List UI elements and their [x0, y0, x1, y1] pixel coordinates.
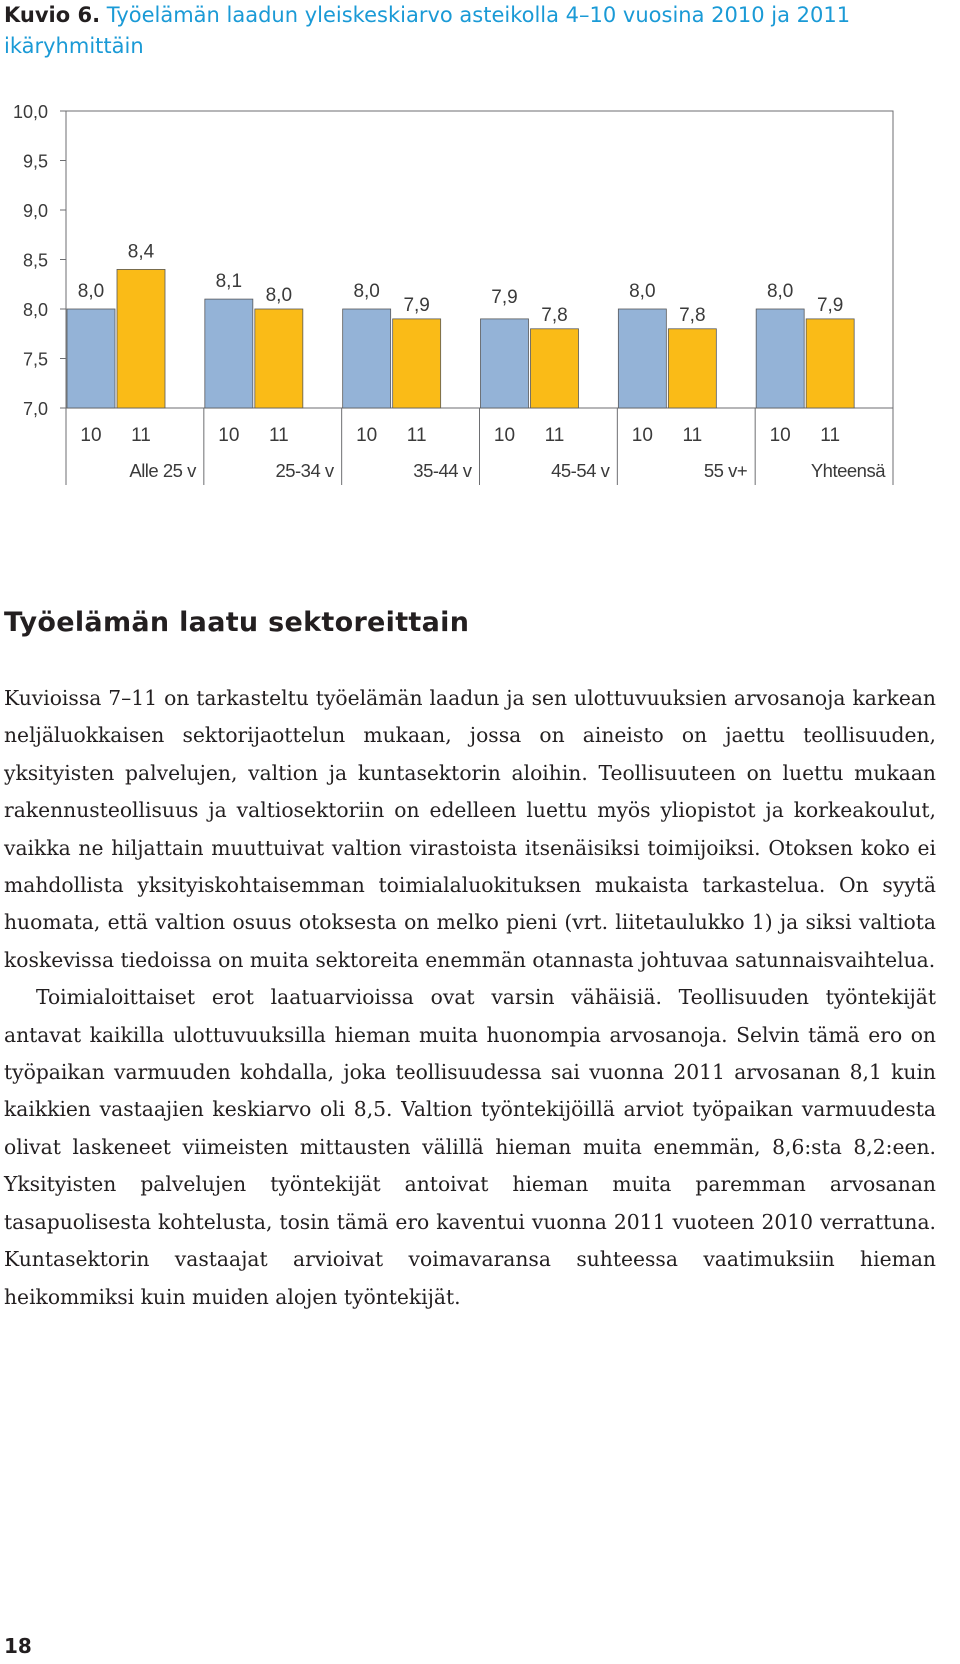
bar [255, 309, 303, 408]
data-label: 8,0 [353, 281, 380, 302]
data-label: 7,9 [491, 286, 518, 308]
page-number: 18 [4, 1634, 32, 1658]
year-label: 10 [356, 425, 378, 446]
figure-title: Työelämän laadun yleiskeskiarvo asteikolla 4–10 vuosina 2010 ja 2011 ikäryhmittäin [4, 3, 851, 58]
y-tick-label: 8,5 [22, 250, 48, 271]
category-label: 55 v+ [703, 460, 748, 481]
year-label: 10 [769, 425, 791, 446]
y-tick-label: 7,5 [22, 349, 48, 370]
data-label: 7,9 [816, 294, 844, 316]
figure-caption [4, 0, 944, 62]
body-text [4, 680, 936, 1316]
bar [531, 329, 579, 408]
year-label: 11 [131, 425, 151, 446]
bar [67, 309, 115, 408]
year-label: 11 [268, 425, 289, 446]
section-heading: Työelämän laatu sektoreittain [4, 607, 470, 638]
data-label: 7,9 [403, 294, 430, 316]
category-label: Alle 25 v [129, 460, 196, 481]
y-tick-label: 9,0 [22, 201, 48, 221]
bar [205, 299, 253, 408]
data-label: 8,0 [265, 285, 293, 306]
bar-chart [0, 100, 960, 500]
bar [806, 319, 854, 408]
bar [343, 309, 391, 408]
category-label: 25-34 v [275, 460, 334, 481]
bar [756, 309, 804, 408]
bar [618, 309, 666, 408]
data-label: 8,0 [766, 281, 794, 302]
data-label: 8,4 [127, 241, 155, 263]
year-label: 11 [820, 425, 841, 446]
bar [117, 269, 165, 408]
category-label: 35-44 v [413, 460, 472, 481]
bar [481, 319, 529, 408]
data-label: 8,0 [629, 281, 656, 302]
year-label: 10 [80, 425, 102, 446]
category-label: Yhteensä [810, 460, 885, 481]
paragraph-2: Toimialoittaiset erot laatuarvioissa ovat varsin vähäisiä. Teollisuuden työntekijät antavat kaikilla ulottuvuuksilla hieman muita huonompia arvosanoja. Selvin tämä ero on työpaikan varmuuden kohdalla, joka teollisuudessa sai vuonna 2011 arvosanan 8,1 kuin kaikkien vastaajien keskiarvo oli 8,5. Valtion työntekijöillä arviot työpaikan varmuudesta olivat laskeneet viimeisten mittausten välillä hieman muita enemmän, 8,6:sta 8,2:een. Yksityisten palvelujen työntekijät antoivat hieman muita paremman arvosanan tasapuolisesta kohtelusta, tosin tämä ero kaventui vuonna 2011 vuoteen 2010 verrattuna. Kuntasektorin vastaajat arvioivat voimavaransa suhteessa vaatimuksiin hieman heikommiksi kuin muiden alojen työntekijät. [4, 985, 936, 1309]
data-label: 7,8 [679, 304, 706, 326]
year-label: 11 [406, 425, 427, 446]
paragraph-1: Kuvioissa 7–11 on tarkasteltu työelämän laadun ja sen ulottuvuuksien arvosanoja karkean neljäluokkaisen sektorijaottelun mukaan, jossa on aineisto on jaettu teollisuuden, yksityisten palvelujen, valtion ja kuntasektorin aloihin. Teollisuuteen on luettu mukaan rakennusteollisuus ja valtiosektoriin on edelleen luettu myös yliopistot ja korkeakoulut, vaikka ne hiljattain muuttuivat valtion virastoista itsenäisiksi toimijoiksi. Otoksen koko ei mahdollista yksityiskohtaisemman toimialaluokituksen mukaista tarkastelua. On syytä huomata, että valtion osuus otoksesta on melko pieni (vrt. liitetaulukko 1) ja siksi valtiota koskevissa tiedoissa on muita sektoreita enemmän otannasta johtuvaa satunnaisvaihtelua. [4, 686, 936, 972]
data-label: 8,1 [215, 271, 243, 293]
y-tick-label: 8,0 [22, 300, 48, 320]
figure-label: Kuvio 6. [4, 3, 101, 27]
y-tick-label: 9,5 [22, 151, 48, 172]
year-label: 11 [544, 425, 565, 446]
data-label: 7,8 [541, 304, 568, 326]
y-tick-label: 7,0 [22, 399, 48, 419]
year-label: 10 [631, 425, 653, 446]
data-label: 8,0 [77, 281, 105, 302]
bar [393, 319, 441, 408]
year-label: 10 [218, 425, 240, 446]
bar [668, 329, 716, 408]
year-label: 10 [493, 425, 516, 446]
y-tick-label: 10,0 [12, 102, 48, 122]
year-label: 11 [682, 425, 703, 446]
category-label: 45-54 v [551, 460, 610, 481]
